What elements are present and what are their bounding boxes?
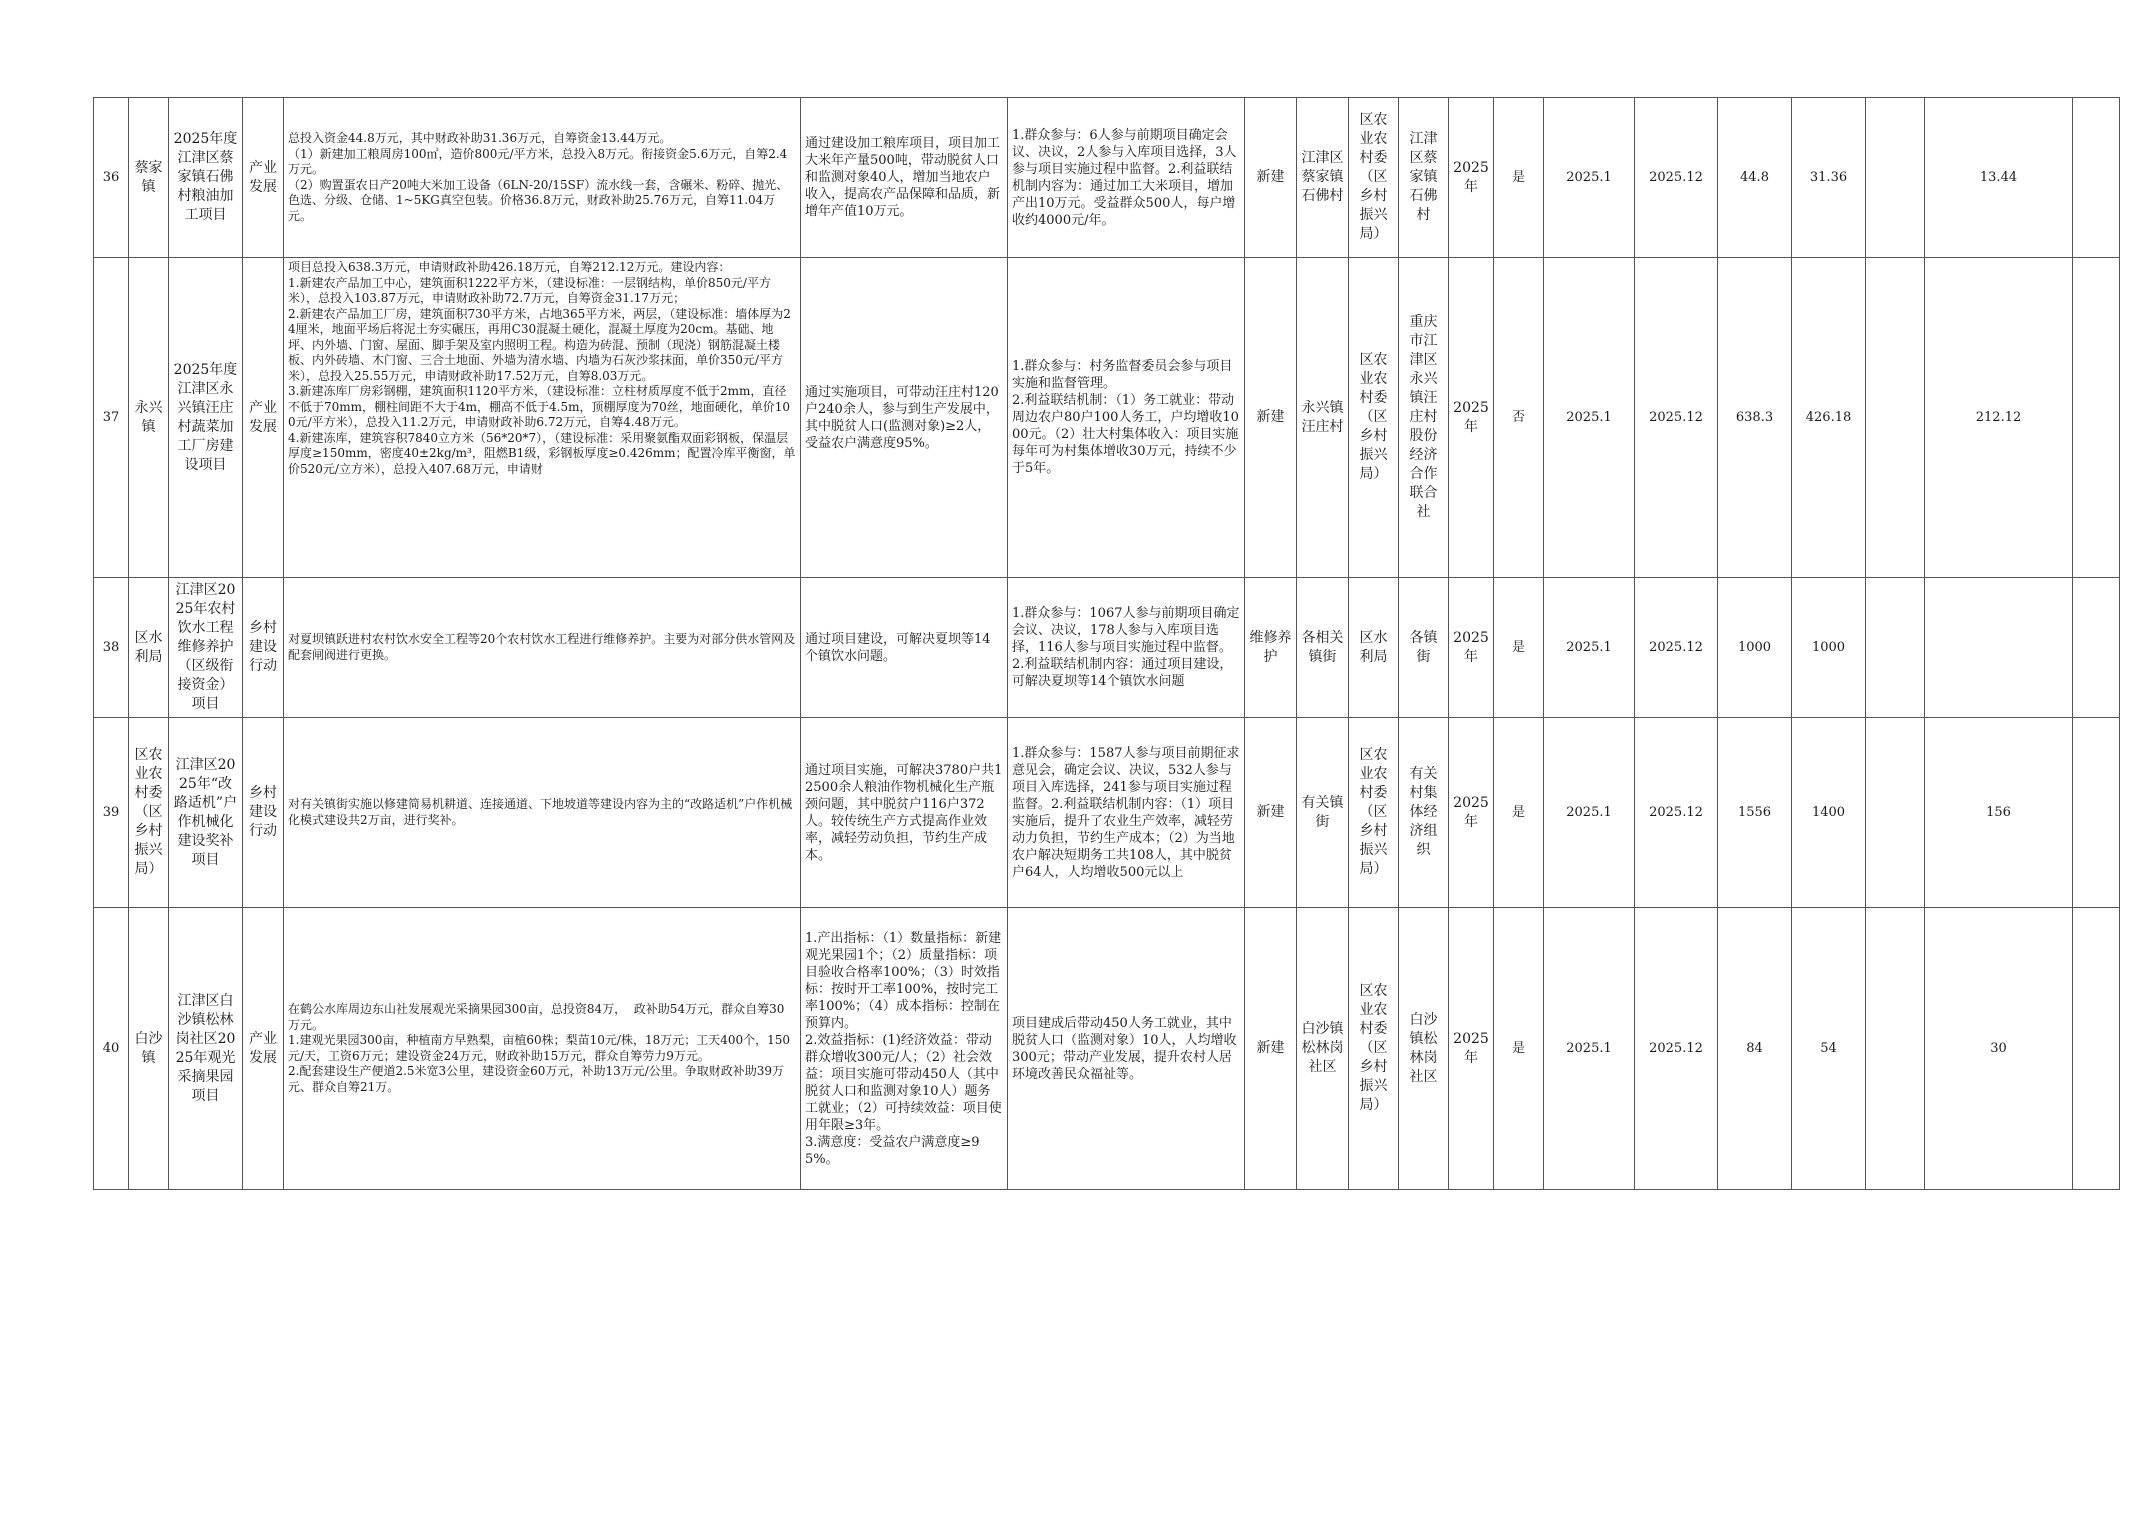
department-cell: 区农业农村委（区乡村振兴局） xyxy=(1349,98,1399,258)
empty-cell xyxy=(1866,908,1925,1190)
remark-cell xyxy=(2073,908,2120,1190)
performance-goal-cell: 1.产出指标：（1）数量指标：新建观光果园1个；（2）质量指标：项目验收合格率100%；（3）时效指标：按时开工率100%，按时完工率100%；（4）成本指标：控制在预算内。 2.效益指标：(1)经济效益：带动群众增收300元/人；（2）社会效益：项目实施可带动450人（其中脱贫人口和监测对象10人）题务工就业；（2）可持续效益：项目使用年限≥3年。 3.满意度：受益农户满意度≥95%。 xyxy=(801,908,1008,1190)
row-number: 37 xyxy=(94,258,129,578)
construction-nature-cell: 新建 xyxy=(1245,908,1297,1190)
end-date-cell: 2025.12 xyxy=(1635,718,1718,908)
year-cell: 2025年 xyxy=(1449,908,1494,1190)
start-date-cell: 2025.1 xyxy=(1544,908,1635,1190)
fiscal-funds-cell: 426.18 xyxy=(1792,258,1866,578)
project-type-cell: 乡村建设行动 xyxy=(243,718,284,908)
table-row xyxy=(94,908,2120,1190)
remark-cell xyxy=(2073,718,2120,908)
year-cell: 2025年 xyxy=(1449,258,1494,578)
start-date-cell: 2025.1 xyxy=(1544,718,1635,908)
construction-content-cell: 总投入资金44.8万元，其中财政补助31.36万元，自筹资金13.44万元。 （1）新建加工粮周房100㎡，造价800元/平方米，总投入8万元。衔接资金5.6万元，自筹2.4万元。 （2）购置蛋农日产20吨大米加工设备（6LN-20/15SF）流水线一套，含碾米、粉碎、抛光、色选、分级、仓储、1~5KG真空包装。价格36.8万元，财政补助25.76万元，自筹11.04万元。 xyxy=(284,98,801,258)
flag-cell: 是 xyxy=(1494,908,1544,1190)
row-number: 38 xyxy=(94,578,129,718)
project-name-cell: 江津区2025年农村饮水工程维修养护（区级衔接资金）项目 xyxy=(169,578,243,718)
remark-cell xyxy=(2073,98,2120,258)
fiscal-funds-cell: 31.36 xyxy=(1792,98,1866,258)
location-cell: 有关镇街 xyxy=(1297,718,1349,908)
year-cell: 2025年 xyxy=(1449,98,1494,258)
construction-content-cell: 对夏坝镇跃进村农村饮水安全工程等20个农村饮水工程进行维修养护。主要为对部分供水管网及配套闸阀进行更换。 xyxy=(284,578,801,718)
table-row xyxy=(94,98,2120,258)
total-investment-cell: 1556 xyxy=(1718,718,1792,908)
owner-cell: 各镇街 xyxy=(1399,578,1449,718)
empty-cell xyxy=(1866,98,1925,258)
end-date-cell: 2025.12 xyxy=(1635,98,1718,258)
benefit-mechanism-cell: 1.群众参与：村务监督委员会参与项目实施和监督管理。 2.利益联结机制：（1）务工就业：带动周边农户80户100人务工，户均增收1000元。（2）壮大村集体收入：项目实施每年可为村集体增收30万元，持续不少于5年。 xyxy=(1008,258,1245,578)
table-row xyxy=(94,718,2120,908)
unit-cell: 白沙镇 xyxy=(129,908,169,1190)
project-name-cell: 江津区2025年“改路适机”户作机械化建设奖补项目 xyxy=(169,718,243,908)
construction-nature-cell: 新建 xyxy=(1245,98,1297,258)
benefit-mechanism-cell: 1.群众参与：1587人参与项目前期征求意见会，确定会议、决议，532人参与项目入库选择，241参与项目实施过程监督。2.利益联结机制内容：（1）项目实施后，提升了农业生产效率，减轻劳动力负担，节约生产成本；（2）为当地农户解决短期务工共108人，其中脱贫户64人，人均增收500元以上 xyxy=(1008,718,1245,908)
end-date-cell: 2025.12 xyxy=(1635,578,1718,718)
unit-cell: 区水利局 xyxy=(129,578,169,718)
start-date-cell: 2025.1 xyxy=(1544,258,1635,578)
flag-cell: 是 xyxy=(1494,578,1544,718)
project-name-cell: 2025年度江津区永兴镇汪庄村蔬菜加工厂房建设项目 xyxy=(169,258,243,578)
end-date-cell: 2025.12 xyxy=(1635,908,1718,1190)
location-cell: 江津区蔡家镇石佛村 xyxy=(1297,98,1349,258)
performance-goal-cell: 通过实施项目，可带动汪庄村120户240余人，参与到生产发展中，其中脱贫人口(监测对象)≥2人，受益农户满意度95%。 xyxy=(801,258,1008,578)
year-cell: 2025年 xyxy=(1449,718,1494,908)
project-type-cell: 产业发展 xyxy=(243,98,284,258)
total-investment-cell: 1000 xyxy=(1718,578,1792,718)
project-type-cell: 乡村建设行动 xyxy=(243,578,284,718)
construction-content-cell: 对有关镇街实施以修建简易机耕道、连接通道、下地坡道等建设内容为主的“改路适机”户作机械化模式建设共2万亩，进行奖补。 xyxy=(284,718,801,908)
row-number: 39 xyxy=(94,718,129,908)
table-row xyxy=(94,258,2120,578)
owner-cell: 重庆市江津区永兴镇汪庄村股份经济合作联合社 xyxy=(1399,258,1449,578)
location-cell: 白沙镇松林岗社区 xyxy=(1297,908,1349,1190)
start-date-cell: 2025.1 xyxy=(1544,98,1635,258)
benefit-mechanism-cell: 1.群众参与：1067人参与前期项目确定会议、决议，178人参与入库项目选择，116人参与项目实施过程中监督。2.利益联结机制内容：通过项目建设，可解决夏坝等14个镇饮水问题 xyxy=(1008,578,1245,718)
construction-nature-cell: 维修养护 xyxy=(1245,578,1297,718)
benefit-mechanism-cell: 1.群众参与：6人参与前期项目确定会议、决议，2人参与入库项目选择，3人参与项目实施过程中监督。2.利益联结机制内容为：通过加工大米项目，增加产出10万元。受益群众500人，每户增收约4000元/年。 xyxy=(1008,98,1245,258)
row-number: 36 xyxy=(94,98,129,258)
self-funds-cell: 156 xyxy=(1925,718,2073,908)
department-cell: 区农业农村委（区乡村振兴局） xyxy=(1349,718,1399,908)
total-investment-cell: 84 xyxy=(1718,908,1792,1190)
owner-cell: 有关村集体经济组织 xyxy=(1399,718,1449,908)
end-date-cell: 2025.12 xyxy=(1635,258,1718,578)
unit-cell: 蔡家镇 xyxy=(129,98,169,258)
flag-cell: 否 xyxy=(1494,258,1544,578)
total-investment-cell: 44.8 xyxy=(1718,98,1792,258)
owner-cell: 江津区蔡家镇石佛村 xyxy=(1399,98,1449,258)
flag-cell: 是 xyxy=(1494,98,1544,258)
construction-nature-cell: 新建 xyxy=(1245,258,1297,578)
location-cell: 各相关镇街 xyxy=(1297,578,1349,718)
self-funds-cell: 30 xyxy=(1925,908,2073,1190)
table-row xyxy=(94,578,2120,718)
project-type-cell: 产业发展 xyxy=(243,908,284,1190)
construction-nature-cell: 新建 xyxy=(1245,718,1297,908)
construction-content-cell: 项目总投入638.3万元，申请财政补助426.18万元，自筹212.12万元。建设内容： 1.新建农产品加工中心，建筑面积1222平方米，（建设标准：一层钢结构，单价850元/平方米），总投入103.87万元，申请财政补助72.7万元，自筹资金31.17万元； 2.新建农产品加工厂房，建筑面积730平方米，占地365平方米，两层，（建设标准：墙体厚为24厘米，地面平场后将泥土夯实碾压，再用C30混凝土硬化，混凝土厚度为20cm。基础、地坪、内外墙、门窗、屋面、脚手架及室内照明工程。构造为砖混、预制（现浇）钢筋混凝土楼板、内外砖墙、木门窗、三合土地面、外墙为清水墙、内墙为石灰沙浆抹面，单价350元/平方米），总投入25.55万元，申请财政补助17.52万元，自筹8.03万元。 3.新建冻库厂房彩钢棚，建筑面积1120平方米，（建设标准：立柱材质厚度不低于2mm，直径不低于70mm，棚柱间距不大于4m，棚高不低于4.5m，顶棚厚度为70丝，地面硬化，单价100元/平方米），总投入11.2万元，申请财政补助6.72万元，自筹4.48万元。 4.新建冻库，建筑容积7840立方米（56*20*7），（建设标准：采用聚氨酯双面彩钢板，保温层厚度≥150mm，密度40±2kg/m³，阻燃B1级，彩钢板厚度≥0.426mm；配置冷库平衡窗，单价520元/立方米），总投入407.68万元，申请财 xyxy=(284,258,801,578)
unit-cell: 区农业农村委（区乡村振兴局） xyxy=(129,718,169,908)
project-type-cell: 产业发展 xyxy=(243,258,284,578)
fiscal-funds-cell: 1000 xyxy=(1792,578,1866,718)
fiscal-funds-cell: 54 xyxy=(1792,908,1866,1190)
remark-cell xyxy=(2073,578,2120,718)
self-funds-cell: 13.44 xyxy=(1925,98,2073,258)
benefit-mechanism-cell: 项目建成后带动450人务工就业，其中脱贫人口（监测对象）10人，人均增收300元；带动产业发展，提升农村人居环境改善民众福祉等。 xyxy=(1008,908,1245,1190)
owner-cell: 白沙镇松林岗社区 xyxy=(1399,908,1449,1190)
self-funds-cell xyxy=(1925,578,2073,718)
flag-cell: 是 xyxy=(1494,718,1544,908)
performance-goal-cell: 通过建设加工粮库项目，项目加工大米年产量500吨，带动脱贫人口和监测对象40人，增加当地农户收入，提高农产品保障和品质，新增年产值10万元。 xyxy=(801,98,1008,258)
project-name-cell: 2025年度江津区蔡家镇石佛村粮油加工项目 xyxy=(169,98,243,258)
performance-goal-cell: 通过项目实施，可解决3780户共12500余人粮油作物机械化生产瓶颈问题，其中脱贫户116户372人。较传统生产方式提高作业效率，减轻劳动负担，节约生产成本。 xyxy=(801,718,1008,908)
department-cell: 区水利局 xyxy=(1349,578,1399,718)
project-name-cell: 江津区白沙镇松林岗社区2025年观光采摘果园项目 xyxy=(169,908,243,1190)
year-cell: 2025年 xyxy=(1449,578,1494,718)
construction-content-cell: 在鹤公水库周边东山社发展观光采摘果园300亩，总投资84万， 政补助54万元，群众自筹30万元。 1.建观光果园300亩，种植南方早熟梨，亩植60株；梨苗10元/株，18万元；工天400个，150元/天，工资6万元；建设资金24万元，财政补助15万元，群众自筹劳力9万元。 2.配套建设生产便道2.5米宽3公里，建设资金60万元，补助13万元/公里。争取财政补助39万元、群众自筹21万。 xyxy=(284,908,801,1190)
start-date-cell: 2025.1 xyxy=(1544,578,1635,718)
performance-goal-cell: 通过项目建设，可解决夏坝等14个镇饮水问题。 xyxy=(801,578,1008,718)
remark-cell xyxy=(2073,258,2120,578)
empty-cell xyxy=(1866,258,1925,578)
row-number: 40 xyxy=(94,908,129,1190)
fiscal-funds-cell: 1400 xyxy=(1792,718,1866,908)
empty-cell xyxy=(1866,718,1925,908)
project-table xyxy=(93,97,2120,1190)
empty-cell xyxy=(1866,578,1925,718)
department-cell: 区农业农村委（区乡村振兴局） xyxy=(1349,258,1399,578)
unit-cell: 永兴镇 xyxy=(129,258,169,578)
total-investment-cell: 638.3 xyxy=(1718,258,1792,578)
department-cell: 区农业农村委（区乡村振兴局） xyxy=(1349,908,1399,1190)
self-funds-cell: 212.12 xyxy=(1925,258,2073,578)
location-cell: 永兴镇汪庄村 xyxy=(1297,258,1349,578)
